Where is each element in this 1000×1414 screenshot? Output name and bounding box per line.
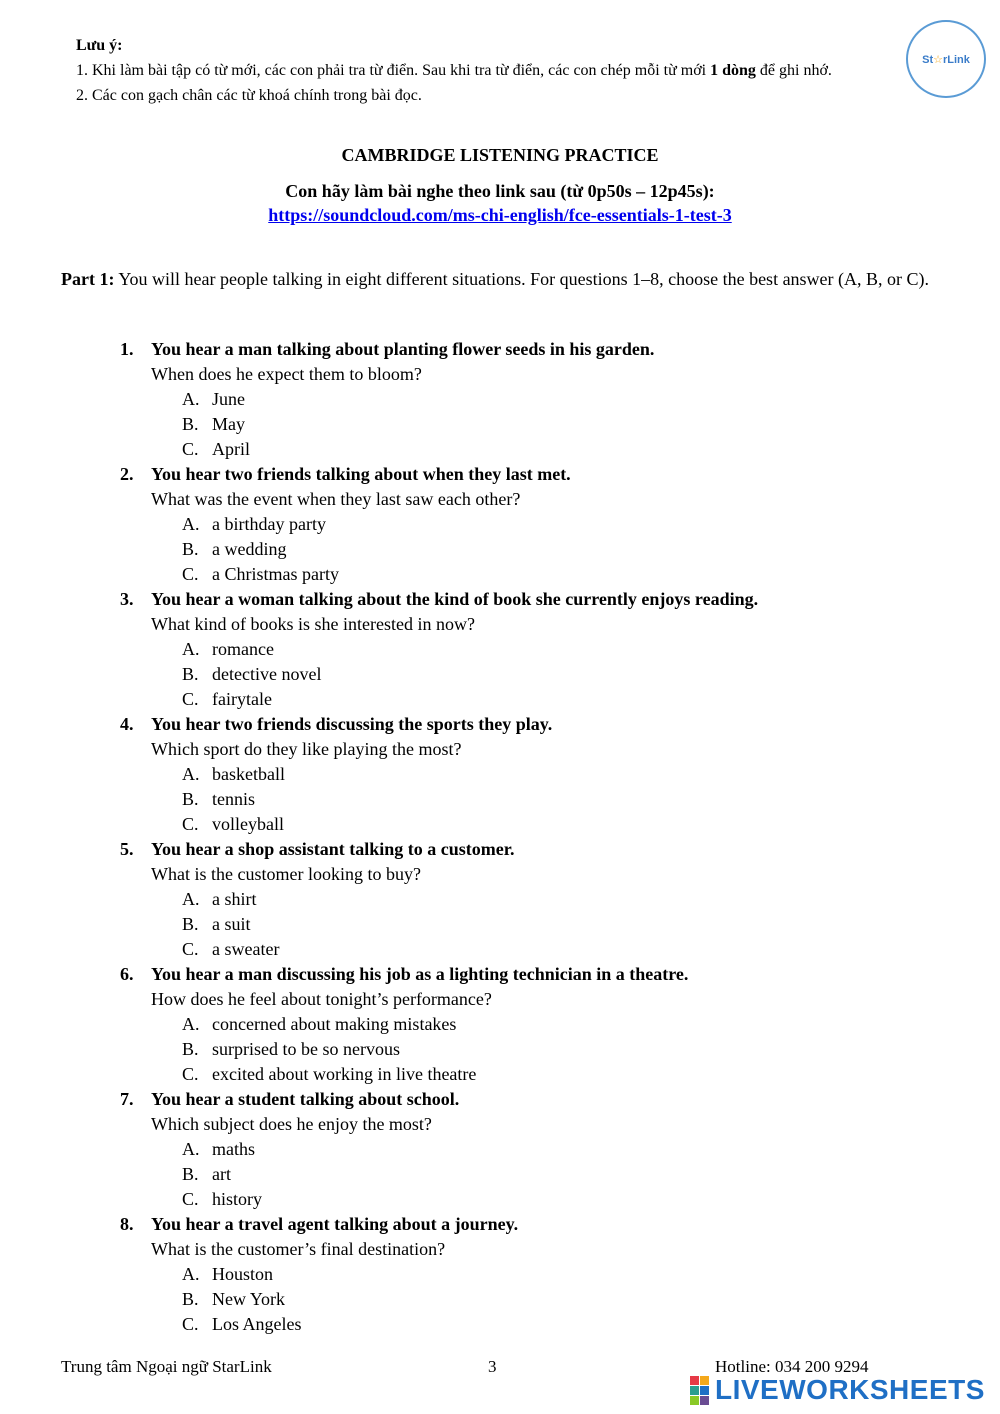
question-number: 8.: [120, 1214, 134, 1234]
question-number: 4.: [120, 714, 134, 734]
option-text: a wedding: [212, 539, 287, 559]
part-intro: [61, 260, 941, 298]
audio-link[interactable]: https://soundcloud.com/ms-chi-english/fce-essentials-1-test-3: [268, 205, 732, 225]
option-letter: C.: [182, 564, 199, 584]
answer-option[interactable]: [120, 387, 940, 412]
question-text: What is the customer’s final destination?: [151, 1239, 446, 1259]
note-title: Lưu ý:: [76, 37, 123, 54]
answer-option[interactable]: [120, 787, 940, 812]
answer-option[interactable]: [120, 1062, 940, 1087]
option-text: May: [212, 414, 245, 434]
question-header: [120, 1087, 940, 1112]
option-text: a Christmas party: [212, 564, 339, 584]
liveworksheets-logo: [690, 1374, 985, 1406]
option-text: Houston: [212, 1264, 274, 1284]
question-title: You hear a man talking about planting flower seeds in his garden.: [151, 339, 655, 359]
option-letter: B.: [182, 539, 199, 559]
option-letter: A.: [182, 639, 200, 659]
option-text: a shirt: [212, 889, 257, 909]
answer-option[interactable]: [120, 1187, 940, 1212]
part-text: You will hear people talking in eight different situations. For questions 1–8, choose the best answer (A, B, or C).: [114, 269, 930, 289]
footer-center-name: Trung tâm Ngoại ngữ StarLink: [61, 1357, 272, 1376]
option-text: a sweater: [212, 939, 280, 959]
question-header: [120, 587, 940, 612]
answer-option[interactable]: [120, 887, 940, 912]
question-text: When does he expect them to bloom?: [151, 364, 422, 384]
option-letter: B.: [182, 1289, 199, 1309]
answer-option[interactable]: [120, 537, 940, 562]
option-letter: B.: [182, 1164, 199, 1184]
question-header: [120, 837, 940, 862]
option-text: surprised to be so nervous: [212, 1039, 400, 1059]
question-header: [120, 712, 940, 737]
answer-option[interactable]: [120, 1137, 940, 1162]
answer-option[interactable]: [120, 1162, 940, 1187]
answer-option[interactable]: [120, 562, 940, 587]
note-line-1: 1. Khi làm bài tập có từ mới, các con phải tra từ điển. Sau khi tra từ điển, các con chép mỗi từ mới 1 dòng để ghi nhớ.: [76, 62, 832, 79]
answer-option[interactable]: [120, 1262, 940, 1287]
answer-option[interactable]: [120, 412, 940, 437]
question-text: How does he feel about tonight’s performance?: [151, 989, 492, 1009]
answer-option[interactable]: [120, 1037, 940, 1062]
option-text: a suit: [212, 914, 251, 934]
option-letter: C.: [182, 689, 199, 709]
option-letter: A.: [182, 389, 200, 409]
part-label: Part 1:: [61, 269, 115, 289]
option-letter: C.: [182, 1064, 199, 1084]
option-letter: C.: [182, 1314, 199, 1334]
question-title: You hear a travel agent talking about a journey.: [151, 1214, 519, 1234]
question-title: You hear a woman talking about the kind of book she currently enjoys reading.: [151, 589, 759, 609]
option-text: excited about working in live theatre: [212, 1064, 477, 1084]
question-title: You hear a man discussing his job as a lighting technician in a theatre.: [151, 964, 689, 984]
question-item: [120, 1212, 940, 1337]
option-text: a birthday party: [212, 514, 326, 534]
note-block: [76, 33, 896, 108]
question-title: You hear two friends discussing the sports they play.: [151, 714, 553, 734]
question-text: Which subject does he enjoy the most?: [151, 1114, 432, 1134]
question-header: [120, 462, 940, 487]
question-header: [120, 1212, 940, 1237]
question-list: [120, 337, 940, 1337]
option-text: art: [212, 1164, 231, 1184]
option-letter: A.: [182, 514, 200, 534]
question-item: [120, 587, 940, 712]
option-text: romance: [212, 639, 274, 659]
question-item: [120, 837, 940, 962]
option-letter: A.: [182, 1139, 200, 1159]
option-text: history: [212, 1189, 263, 1209]
answer-option[interactable]: [120, 1312, 940, 1337]
answer-option[interactable]: [120, 662, 940, 687]
option-letter: B.: [182, 1039, 199, 1059]
page-title: CAMBRIDGE LISTENING PRACTICE: [341, 145, 659, 165]
question-number: 7.: [120, 1089, 134, 1109]
question-number: 5.: [120, 839, 134, 859]
question-item: [120, 712, 940, 837]
option-letter: C.: [182, 1189, 199, 1209]
question-header: [120, 962, 940, 987]
answer-option[interactable]: [120, 637, 940, 662]
option-text: concerned about making mistakes: [212, 1014, 457, 1034]
answer-option[interactable]: [120, 512, 940, 537]
answer-option[interactable]: [120, 1287, 940, 1312]
option-letter: A.: [182, 889, 200, 909]
answer-option[interactable]: [120, 762, 940, 787]
logo-text: St☆rLink: [922, 53, 970, 66]
question-text: What was the event when they last saw each other?: [151, 489, 521, 509]
option-text: fairytale: [212, 689, 272, 709]
question-item: [120, 962, 940, 1087]
listening-instruction: Con hãy làm bài nghe theo link sau (từ 0p50s – 12p45s):: [285, 181, 715, 201]
starlink-logo: [906, 20, 986, 98]
question-text: Which sport do they like playing the most?: [151, 739, 462, 759]
question-title: You hear a shop assistant talking to a customer.: [151, 839, 515, 859]
answer-option[interactable]: [120, 937, 940, 962]
question-header: [120, 337, 940, 362]
answer-option[interactable]: [120, 1012, 940, 1037]
option-text: volleyball: [212, 814, 284, 834]
star-icon: ☆: [933, 53, 943, 66]
option-letter: A.: [182, 1014, 200, 1034]
option-letter: A.: [182, 1264, 200, 1284]
question-number: 3.: [120, 589, 134, 609]
option-letter: B.: [182, 914, 199, 934]
liveworksheets-brand: LIVEWORKSHEETS: [715, 1374, 985, 1405]
question-number: 2.: [120, 464, 134, 484]
answer-option[interactable]: [120, 912, 940, 937]
option-text: maths: [212, 1139, 255, 1159]
option-letter: B.: [182, 789, 199, 809]
page-number: 3: [488, 1357, 497, 1376]
question-text: What is the customer looking to buy?: [151, 864, 421, 884]
question-item: [120, 1087, 940, 1212]
question-title: You hear a student talking about school.: [151, 1089, 460, 1109]
question-number: 6.: [120, 964, 134, 984]
question-item: [120, 337, 940, 462]
answer-option[interactable]: [120, 812, 940, 837]
option-letter: C.: [182, 939, 199, 959]
note-line-2: 2. Các con gạch chân các từ khoá chính trong bài đọc.: [76, 87, 422, 104]
option-text: detective novel: [212, 664, 322, 684]
option-letter: A.: [182, 764, 200, 784]
option-text: April: [212, 439, 250, 459]
option-text: basketball: [212, 764, 285, 784]
option-text: New York: [212, 1289, 286, 1309]
footer-hotline: Hotline: 034 200 9294: [715, 1357, 869, 1376]
option-letter: B.: [182, 664, 199, 684]
question-title: You hear two friends talking about when they last met.: [151, 464, 571, 484]
answer-option[interactable]: [120, 437, 940, 462]
liveworksheets-icon: [690, 1376, 709, 1405]
option-text: Los Angeles: [212, 1314, 302, 1334]
question-text: What kind of books is she interested in now?: [151, 614, 475, 634]
option-text: June: [212, 389, 245, 409]
option-text: tennis: [212, 789, 255, 809]
option-letter: B.: [182, 414, 199, 434]
option-letter: C.: [182, 439, 199, 459]
answer-option[interactable]: [120, 687, 940, 712]
question-number: 1.: [120, 339, 134, 359]
question-item: [120, 462, 940, 587]
option-letter: C.: [182, 814, 199, 834]
